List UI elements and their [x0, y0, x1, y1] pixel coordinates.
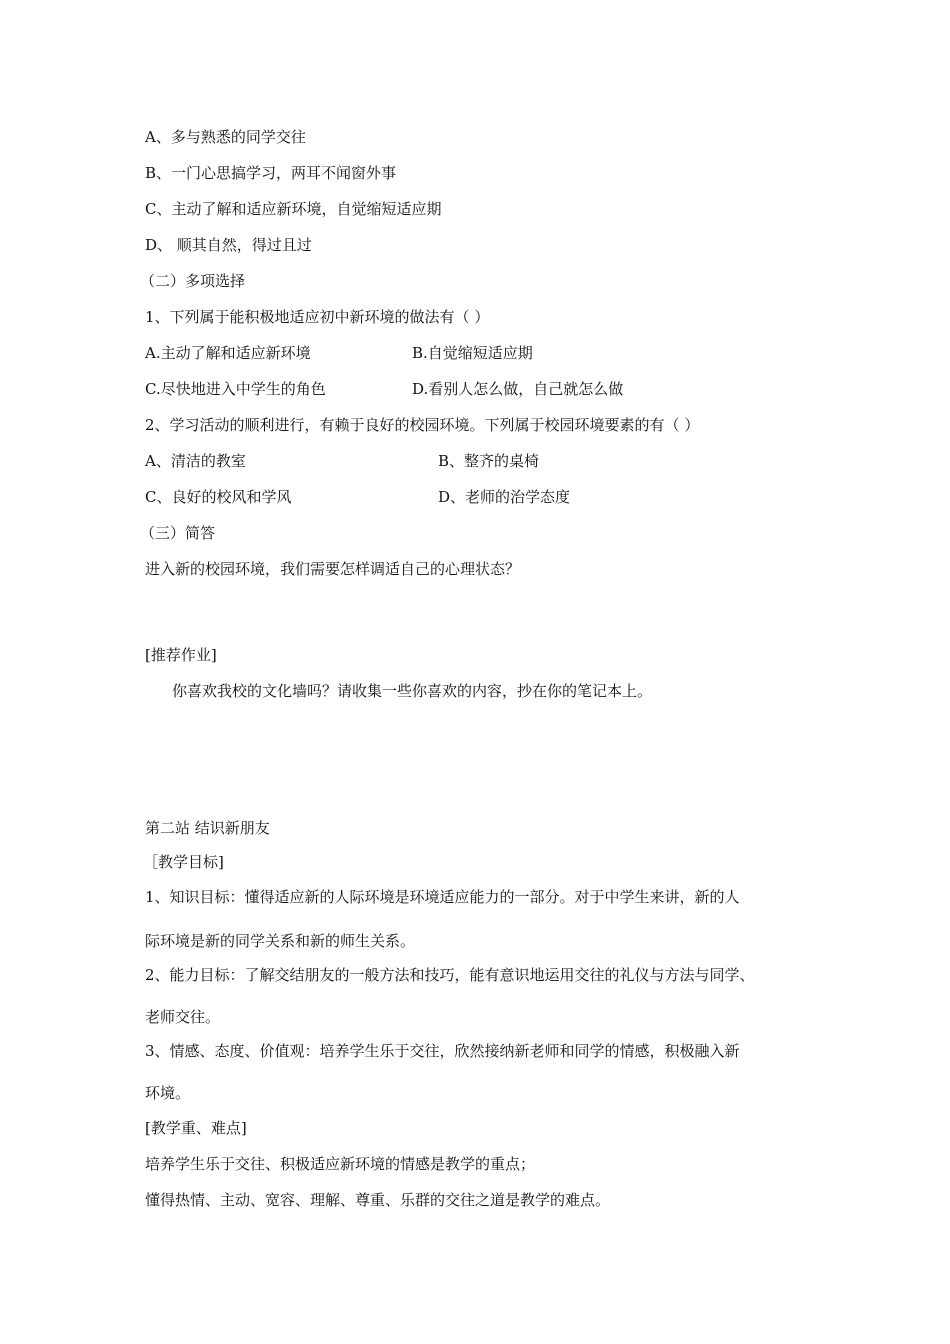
goal-3-line-1: 3、情感、态度、价值观：培养学生乐于交往，欣然接纳新老师和同学的情感，积极融入新 [145, 1042, 740, 1060]
multi-choice-heading: （二）多项选择 [140, 272, 246, 290]
q2-stem: 2、学习活动的顺利进行，有赖于良好的校园环境。下列属于校园环境要素的有（ ） [145, 416, 700, 434]
goal-1-line-2: 际环境是新的同学关系和新的师生关系。 [145, 932, 416, 950]
q1-option-d: D.看别人怎么做，自己就怎么做 [412, 380, 624, 398]
q2-option-a: A、清洁的教室 [145, 452, 246, 470]
q1-option-c: C.尽快地进入中学生的角色 [145, 380, 326, 398]
q1-stem: 1、下列属于能积极地适应初中新环境的做法有（ ） [145, 308, 490, 326]
homework-text: 你喜欢我校的文化墙吗？请收集一些你喜欢的内容，抄在你的笔记本上。 [172, 682, 653, 700]
q2-option-b: B、整齐的桌椅 [438, 452, 540, 470]
option-d: D、 顺其自然，得过且过 [145, 236, 312, 254]
option-a: A、多与熟悉的同学交往 [145, 128, 306, 146]
goal-2-line-1: 2、能力目标：了解交结朋友的一般方法和技巧，能有意识地运用交往的礼仪与方法与同学、 [145, 966, 755, 984]
difficult-point: 懂得热情、主动、宽容、理解、尊重、乐群的交往之道是教学的难点。 [145, 1191, 611, 1209]
option-b: B、一门心思搞学习，两耳不闻窗外事 [145, 164, 397, 182]
q1-option-a: A.主动了解和适应新环境 [145, 344, 311, 362]
goal-1-line-1: 1、知识目标：懂得适应新的人际环境是环境适应能力的一部分。对于中学生来讲，新的人 [145, 888, 740, 906]
goal-3-line-2: 环境。 [145, 1084, 191, 1102]
option-c: C、主动了解和适应新环境，自觉缩短适应期 [145, 200, 442, 218]
q2-option-c: C、良好的校风和学风 [145, 488, 292, 506]
goal-2-line-2: 老师交往。 [145, 1008, 221, 1026]
short-answer-question: 进入新的校园环境，我们需要怎样调适自己的心理状态？ [145, 560, 521, 578]
key-points-heading: [教学重、难点] [145, 1119, 247, 1137]
section-title: 第二站 结识新朋友 [145, 819, 270, 837]
key-point: 培养学生乐于交往、积极适应新环境的情感是教学的重点； [145, 1155, 536, 1173]
q2-option-d: D、老师的治学态度 [438, 488, 571, 506]
goals-heading: ［教学目标] [143, 853, 224, 871]
homework-heading: [推荐作业] [145, 646, 217, 664]
short-answer-heading: （三）简答 [140, 524, 216, 542]
q1-option-b: B.自觉缩短适应期 [412, 344, 533, 362]
